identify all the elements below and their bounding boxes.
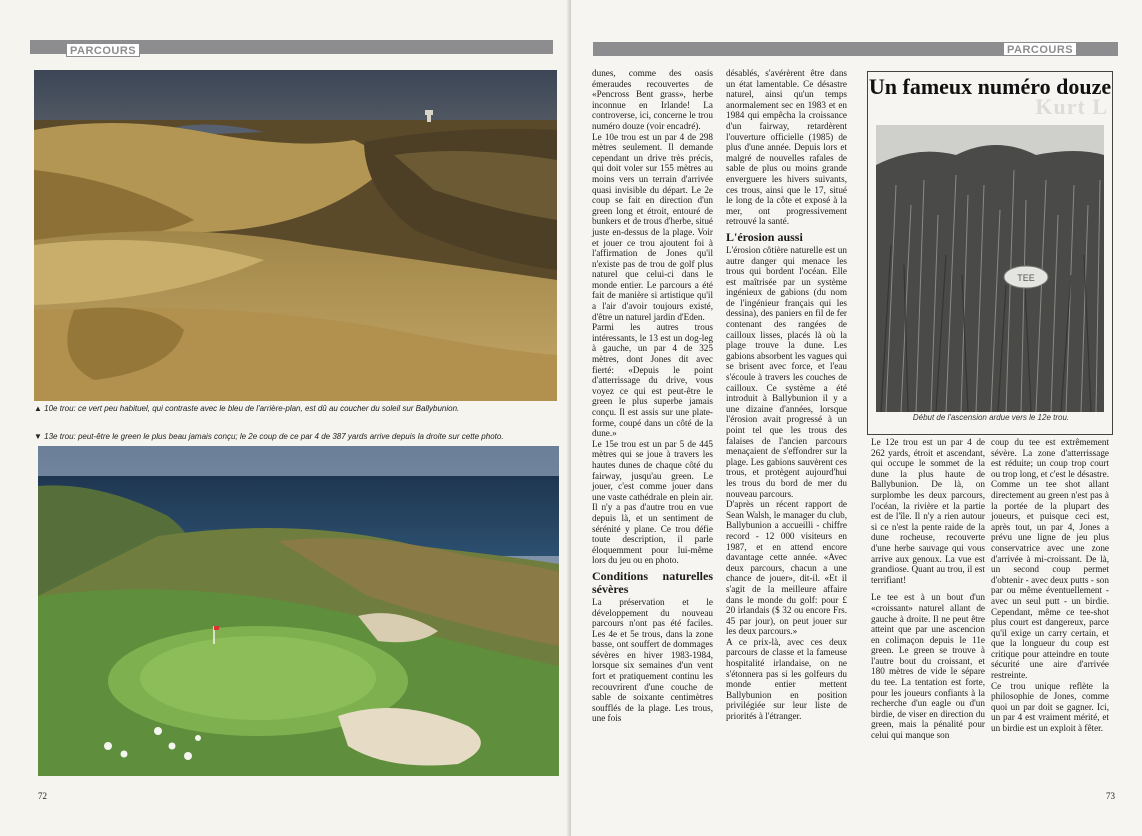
section-heading-conditions: Conditions naturelles sévères [592, 568, 713, 596]
photo-10th-hole [34, 70, 557, 401]
paragraph: Ce trou unique reflète la philosophie de Jones, comme quoi un par doit se gagner. Ici, un par 4 est vraiment mérité, et un birdie est un exploit à fêter. [991, 680, 1109, 734]
photo-13th-hole-drawing [38, 446, 559, 776]
caption-13th-hole-text: 13e trou: peut-être le green le plus beau jamais conçu; le 2e coup de ce par 4 de 387 yards arrive depuis la droite sur cette photo. [44, 432, 504, 441]
paragraph: Le 10e trou est un par 4 de 298 mètres seulement. Il demande cependant un drive très précis, qui doit voler sur 155 mètres au moins vers un terrain d'arrivée quasi invisible du départ. Le 2e coup se fait en direction d'un green long et étroit, entouré de bunkers et de trous d'herbe, situé juste en-dessus de la plage. Voir et jouer ce trou ajoutent foi à l'affirmation de Jones qu'il n'existe pas de trou de golf plus naturel que celui-ci dans le monde entier. Le parcours a été fait de manière si artistique qu'il a l'air d'avoir toujours existé, d'être un naturel jardin d'Eden. [592, 131, 713, 322]
sidebar-box [867, 71, 1113, 435]
paragraph: Le 12e trou est un par 4 de 262 yards, étroit et ascendant, qui occupe le sommet de la dune la plus haute de Ballybunion. De là, on surplombe les deux parcours, l'océan, la rivière et la partie est de l'île. Il n'y a rien autour si ce n'est la pente raide de la dune rocheuse, recouverte d'une herbe sauvage qui vous arrive aux genoux. La vue est grandiose. Quant au trou, il est terrifiant! [871, 437, 985, 585]
ghost-text: Kurt L [1035, 94, 1108, 119]
section-rubric-right: PARCOURS [1003, 42, 1077, 56]
article-column-a [592, 68, 713, 724]
caption-12th-hole: Début de l'ascension ardue vers le 12e trou. [912, 413, 1070, 422]
section-heading-erosion: L'érosion aussi [726, 229, 803, 244]
paragraph: L'érosion côtière naturelle est un autre danger qui menace les trous qui bordent l'océan. Elle est maîtrisée par un système ingénieux de gabions (du nom de l'ingénieur français qui les dessina), des paniers en fil de fer contenant des rangées de cailloux lisses, placés là où la plage trouve la dune. Les gabions absorbent les vagues qui se brisent avec force, et l'eau s'écoule à travers les couches de cailloux. Ce système a été introduit à Ballybunion il y a une dizaine d'années, lorsque l'érosion avait progressé à un point tel que les trous des falaises de l'ancien parcours menaçaient de s'effondrer sur la plage. Les gabions sauvèrent ces trous, et protègent aujourd'hui les trous du bord de mer du nouveau parcours. [726, 244, 847, 499]
paragraph: D'après un récent rapport de Sean Walsh, le manager du club, Ballybunion a accueilli - chiffre record - 12 000 visiteurs en 1987, et en attend encore davantage cette année. «Avec deux parcours, chacun a une chance de jouer», dit-il. «Et il s'agit de la meilleure affaire dans le monde du golf: pour £ 20 irlandais ($ 32 ou encore Frs. 45 par jour), on peut jouer sur les deux parcours.» [726, 499, 847, 637]
paragraph: désablés, s'avérèrent être dans un état lamentable. Ce désastre naturel, ainsi qu'un temps anormalement sec en 1983 et en 1984 qui empêcha la croissance d'un fairway, retardèrent l'ouverture officielle (1985) de plus d'une année. Depuis lors et malgré de nouvelles rafales de sable de plus ou moins grande enverguere les hivers suivants, ces trous, ainsi que le 17, situé le long de la côte et exposé à la mer, ont progressivement retrouvé la santé. [726, 68, 847, 227]
paragraph: dunes, comme des oasis émeraudes recouvertes de «Pencross Bent grass», herbe inconnue en Irlande! La controverse, ici, concerne le trou numéro douze (voir encadré). [592, 68, 713, 131]
sidebar-column-b [991, 437, 1109, 734]
page-number-right: 73 [1106, 791, 1115, 801]
caption-13th-hole [34, 432, 504, 441]
photo-10th-hole-drawing [34, 70, 557, 401]
paragraph: A ce prix-là, avec ces deux parcours de classe et la fameuse hospitalité irlandaise, on ne s'étonnera pas si les golfeurs du monde entier mettent Ballybunion en position privilégiée sur leur liste de priorités à l'étranger. [726, 636, 847, 722]
right-page [571, 0, 1142, 836]
paragraph: Le 15e trou est un par 5 de 445 mètres qui se joue à travers les hautes dunes de chaque côté du fairway, jusqu'au green. Le jouer, c'est comme jouer dans une vaste cathédrale en plein air. Il n'y a pas d'autre trou en vue depuis là, et un sentiment de sérénité y plane. Ce trou défie toute description, il parle éloquemment pour lui-même lors du jeu ou en photo. [592, 438, 713, 566]
paragraph: Le tee est à un bout d'un «croissant» naturel allant de gauche à droite. Il ne peut être atteint que par une ascencion en colimaçon depuis le 11e green. Le green se trouve à l'autre bout du croissant, et 180 mètres de vide le sépare du tee. La tentation est forte, pour les joueurs confiants à la recherche d'un eagle ou d'un birdie, de viser en direction du green, mais la pénalité pour celui qui manque son [871, 592, 985, 741]
paragraph: La préservation et le développement du nouveau parcours n'ont pas été faciles. Les 4e et 5e trous, dans la zone basse, ont souffert de dommages sévères en hiver 1983-1984, lorsque six semaines d'un vent fort et pratiquement continu les recouvrirent d'une couche de sable de soixante centimètres soufflés de la plage. Les trous, une fois [592, 596, 713, 724]
photo-13th-hole [38, 446, 559, 776]
caption-10th-hole [34, 404, 459, 413]
photo-12th-hole [876, 125, 1104, 412]
sidebar-column-a [871, 437, 985, 741]
tee-sign: TEE [1017, 273, 1035, 283]
article-column-b [726, 68, 847, 722]
sidebar-title: Un fameux numéro douze [868, 74, 1112, 99]
caption-10th-hole-text: 10e trou: ce vert peu habituel, qui contraste avec le bleu de l'arrière-plan, est dû au coucher du soleil sur Ballybunion. [44, 404, 460, 413]
section-rubric-left: PARCOURS [66, 43, 140, 57]
page-number-left: 72 [38, 791, 47, 801]
paragraph: Parmi les autres trous intéressants, le 13 est un dog-leg à gauche, un par 4 de 325 mètres, dont Jones dit avec fierté: «Depuis le point d'atterrissage du drive, vous voyez ce qui est peut-être le green le plus superbe jamais conçu. Il est assis sur une plate-forme, coupé dans un côté de la dune.» [592, 322, 713, 439]
triangle-up-icon: ▲ [34, 404, 42, 413]
photo-12th-hole-drawing [876, 125, 1104, 412]
triangle-down-icon: ▼ [34, 432, 42, 441]
paragraph: coup du tee est extrêmement sévère. La zone d'atterrissage est réduite; un coup trop court ou trop long, et c'est le désastre. Comme un tee shot allant directement au green n'est pas à la portée de la plupart des joueurs, et puisque ceci est, après tout, un par 4, Jones a prévu une ligne de jeu plus conservatrice avec une zone d'arrivée à mi-croissant. De là, un second coup permet d'obtenir - avec deux putts - son par ou même éventuellement - avec un seul putt - un birdie. Cependant, même ce tee-shot plus court est dangereux, parce qu'il exige un carry certain, et que la longueur du coup est critique pour atteindre en toute sécurité une aire d'arrivée restreinte. [991, 437, 1109, 681]
